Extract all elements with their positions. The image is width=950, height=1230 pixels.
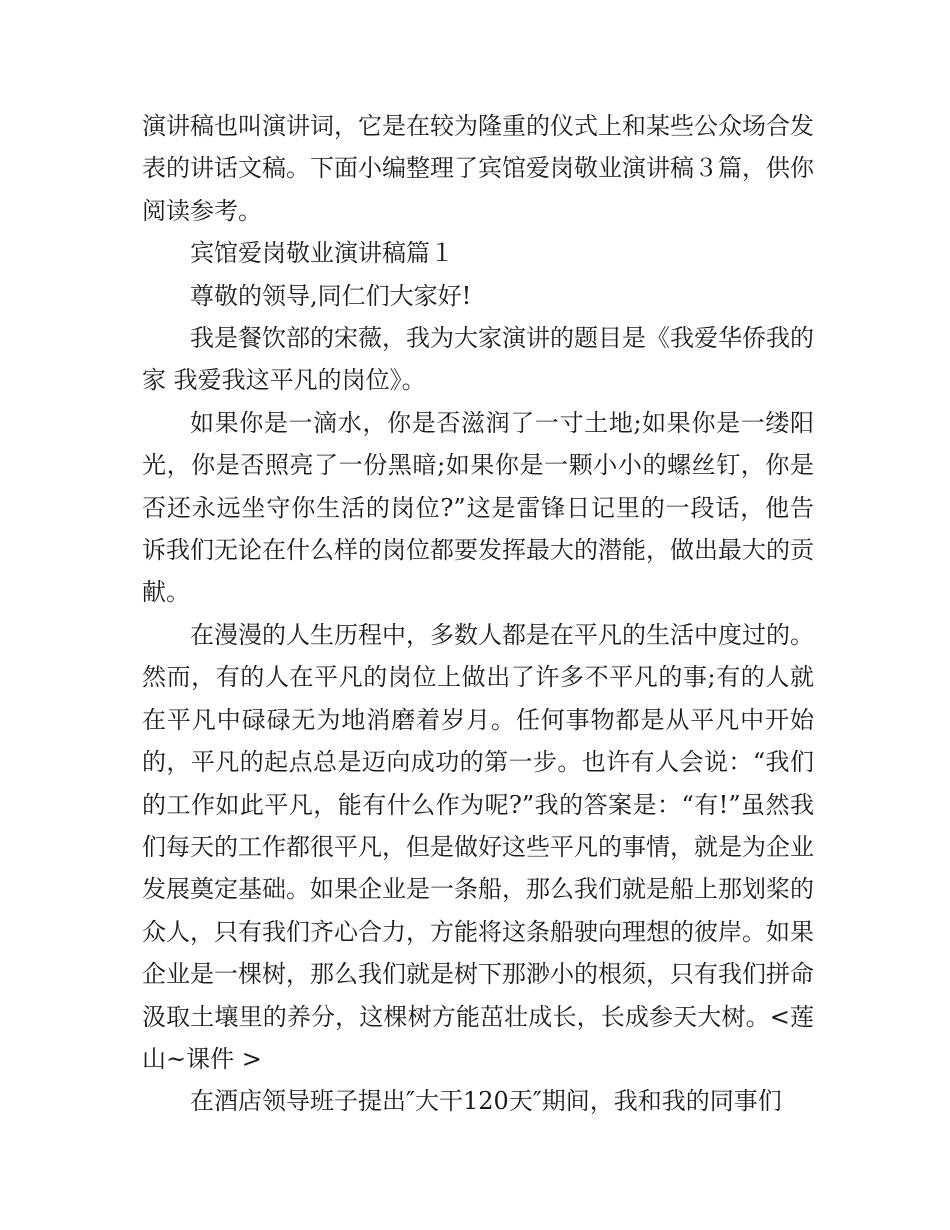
salutation-paragraph: 尊敬的领导,同仁们大家好! [190,281,472,310]
ordinary-life-paragraph: 在漫漫的人生历程中，多数人都是在平凡的生活中度过的。然而，有的人在平凡的岗位上做出了许多不平凡的事;有的人就在平凡中碌碌无为地消磨着岁月。任何事物都是从平凡中开始的，平凡的起点总是迈向成功的第一步。也许有人会说：“我们的工作如此平凡，能有什么作为呢?”我的答案是：“有!”虽然我们每天的工作都很平凡，但是做好这些平凡的事情，就是为企业发展奠定基础。如果企业是一条船，那么我们就是船上那划桨的众人，只有我们齐心合力，方能将这条船驶向理想的彼岸。如果企业是一棵树，那么我们就是树下那渺小的根须，只有我们拼命汲取土壤里的养分，这棵树方能茁壮成长，长成参天大树。<莲 山~课件 > [142,620,814,1073]
speaker-intro-paragraph: 我是餐饮部的宋薇，我为大家演讲的题目是《我爱华侨我的家 我爱我这平凡的岗位》。 [142,324,814,395]
leifeng-quote-paragraph: 如果你是一滴水，你是否滋润了一寸土地;如果你是一缕阳光，你是否照亮了一份黑暗;如果你是一颗小小的螺丝钉，你是否还永远坐守你生活的岗位?”这是雷锋日记里的一段话，他告诉我们无论在什么样的岗位都要发挥最大的潜能，做出最大的贡献。 [142,408,814,607]
document-body [142,105,814,1123]
intro-paragraph: 演讲稿也叫演讲词，它是在较为隆重的仪式上和某些公众场合发表的讲话文稿。下面小编整理了宾馆爱岗敬业演讲稿３篇，供你阅读参考。 [142,112,814,225]
hotel-campaign-paragraph: 在酒店领导班子提出″大干120天″期间，我和我的同事们 [190,1087,782,1116]
section-heading: 宾馆爱岗敬业演讲稿篇１ [190,239,454,268]
